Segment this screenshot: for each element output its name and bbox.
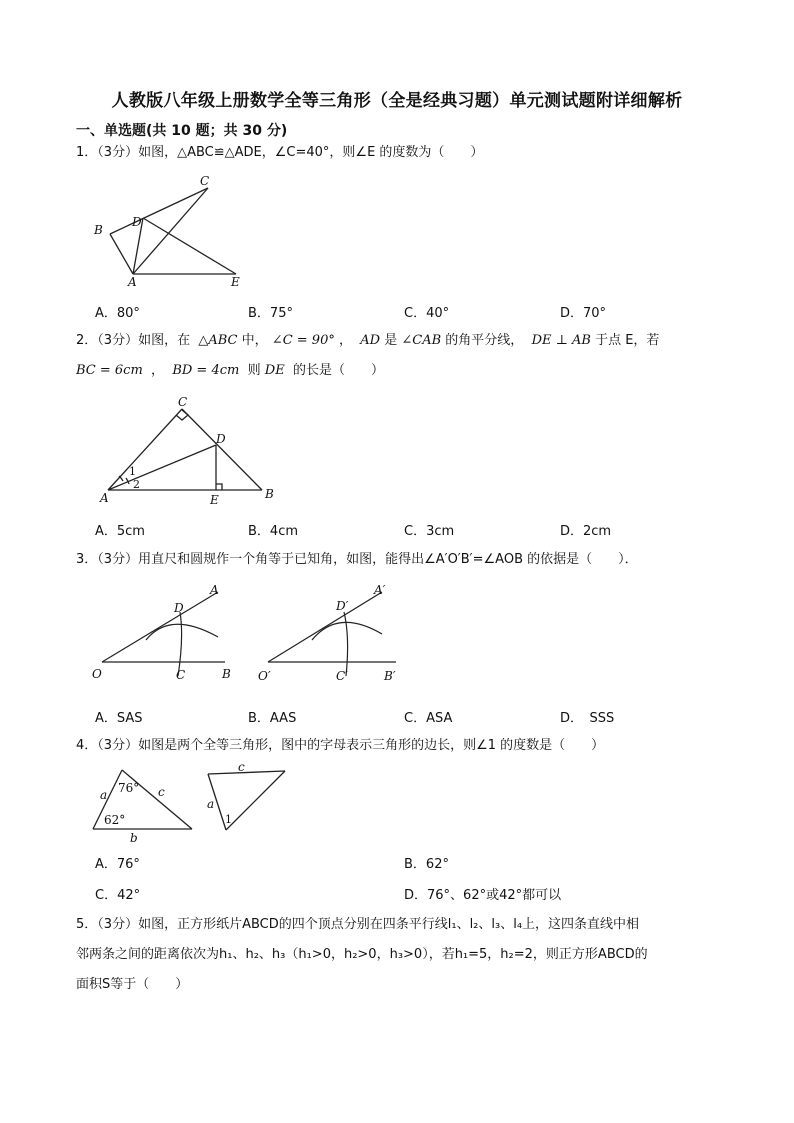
q2-option-c: C．3cm <box>404 524 455 539</box>
question-number: 2 <box>76 333 85 348</box>
q4-option-b: B．62° <box>404 857 449 872</box>
side-a: a <box>100 788 108 802</box>
question-score: （3分） <box>97 917 139 932</box>
angle-label-1: 1 <box>129 465 136 478</box>
question-score: （3分） <box>97 333 139 348</box>
label-D: D <box>174 601 184 615</box>
label-B: B <box>265 487 274 501</box>
question-2-line-2 <box>76 356 726 386</box>
label-D-prime: D′ <box>336 599 349 613</box>
question-number: 5 <box>76 917 85 932</box>
question-text: 中， <box>241 333 268 348</box>
question-text: 如图，正方形纸片ABCD的四个顶点分别在四条平行线l₁、l₂、l₃、l₄上，这四条直线中相 <box>138 917 640 932</box>
question-1: 1．（3分）如图，△ABC≌△ADE，∠C=40°，则∠E 的度数为（ ） <box>76 145 484 160</box>
question-text: 如图是两个全等三角形，图中的字母表示三角形的边长，则∠1 的度数是（ ） <box>138 738 605 753</box>
question-text: 于点 E，若 <box>595 333 660 348</box>
math-ad: AD <box>360 333 381 348</box>
question-score: （3分） <box>97 552 139 567</box>
q4-option-c: C．42° <box>95 888 141 903</box>
angle-label-2: 2 <box>133 478 140 491</box>
figure-q4-triangle-left <box>88 766 200 846</box>
figure-q1-triangles <box>88 172 248 287</box>
figure-q2-right-triangle <box>96 392 286 510</box>
question-text: ， <box>338 333 352 348</box>
q2-option-a: A．5cm <box>95 524 145 539</box>
label-D: D <box>216 432 226 446</box>
q3-option-c: C．ASA <box>404 711 453 726</box>
label-C: C <box>176 668 186 682</box>
angle-label-1: 1 <box>225 813 232 826</box>
angle-62: 62° <box>104 813 126 827</box>
math-de-perp-ab: DE ⊥ AB <box>531 333 591 348</box>
question-text: 用直尺和圆规作一个角等于已知角，如图，能得出∠A′O′B′=∠AOB 的依据是（ ）． <box>138 552 638 567</box>
question-number: 4 <box>76 738 85 753</box>
question-text: 的长是（ ） <box>292 363 384 378</box>
question-4: 4．（3分）如图是两个全等三角形，图中的字母表示三角形的边长，则∠1 的度数是（ ） <box>76 738 605 753</box>
label-E: E <box>210 493 219 507</box>
side-c: c <box>238 760 245 774</box>
figure-q3-angle-aob <box>90 582 250 686</box>
question-text: ， <box>151 363 165 378</box>
q4-option-a: A．76° <box>95 857 140 872</box>
q2-option-b: B．4cm <box>248 524 299 539</box>
question-3: 3．（3分）用直尺和圆规作一个角等于已知角，如图，能得出∠A′O′B′=∠AOB 的依据是（ ）． <box>76 552 638 567</box>
label-A: A <box>100 491 109 505</box>
question-text: 如图，△ABC≌△ADE，∠C=40°，则∠E 的度数为（ ） <box>138 145 484 160</box>
question-2-line-1: 2．（3分）如图，在 △ABC 中， ∠C = 90° ， AD 是 ∠CAB 的角平分线， DE ⊥ AB 于点 E，若 <box>76 333 660 348</box>
label-O: O <box>92 667 102 681</box>
label-D: D <box>132 215 142 229</box>
math-angle-cab: ∠CAB <box>401 333 442 348</box>
label-C: C <box>178 395 188 409</box>
question-5-line-3: 面积S等于（ ） <box>76 977 189 992</box>
figure-q4-triangle-right <box>200 760 292 840</box>
label-A: A <box>210 583 219 597</box>
side-a: a <box>207 797 215 811</box>
q1-option-d: D．70° <box>560 306 607 321</box>
figure-q3-angle-a-prime-o-prime-b-prime <box>254 582 414 686</box>
question-text: 如图，在 <box>138 333 191 348</box>
side-b: b <box>130 831 138 845</box>
label-B-prime: B′ <box>384 669 396 683</box>
question-score: （3分） <box>97 738 139 753</box>
math-angle-c: ∠C = 90° <box>271 333 335 348</box>
math-bd: BD = 4cm <box>172 363 240 378</box>
question-text: 的角平分线， <box>445 333 524 348</box>
q4-option-d: D．76°、62°或42°都可以 <box>404 888 562 903</box>
side-c: c <box>158 785 165 799</box>
label-B: B <box>94 223 103 237</box>
label-E: E <box>231 275 240 287</box>
question-5-line-1: 5．（3分）如图，正方形纸片ABCD的四个顶点分别在四条平行线l₁、l₂、l₃、l₄上，这四条直线中相 <box>76 917 640 932</box>
math-triangle-abc: △ABC <box>198 333 238 348</box>
question-5-line-2: 邻两条之间的距离依次为h₁、h₂、h₃（h₁>0，h₂>0，h₃>0），若h₁=5，h₂=2，则正方形ABCD的 <box>76 947 648 962</box>
angle-76: 76° <box>118 781 140 795</box>
q2-option-d: D．2cm <box>560 524 612 539</box>
section-heading: 一、单选题(共 10 题；共 30 分) <box>76 123 288 139</box>
label-A-prime: A′ <box>374 583 386 597</box>
label-A: A <box>128 275 137 287</box>
question-number: 3 <box>76 552 85 567</box>
q3-option-a: A．SAS <box>95 711 143 726</box>
q1-option-c: C．40° <box>404 306 450 321</box>
label-O-prime: O′ <box>258 669 271 683</box>
question-number: 1 <box>76 145 85 160</box>
q3-option-b: B．AAS <box>248 711 297 726</box>
q1-option-a: A．80° <box>95 306 140 321</box>
question-text: 则 <box>247 363 261 378</box>
math-bc: BC = 6cm <box>76 363 143 378</box>
math-de: DE <box>264 363 285 378</box>
question-text: 是 <box>384 333 398 348</box>
label-C: C <box>200 174 210 188</box>
question-score: （3分） <box>97 145 139 160</box>
label-C-prime: C′ <box>336 669 348 683</box>
q3-option-d: D． SSS <box>560 711 615 726</box>
document-title: 人教版八年级上册数学全等三角形（全是经典习题）单元测试题附详细解析 <box>111 91 683 111</box>
label-B: B <box>222 667 231 681</box>
q1-option-b: B．75° <box>248 306 293 321</box>
